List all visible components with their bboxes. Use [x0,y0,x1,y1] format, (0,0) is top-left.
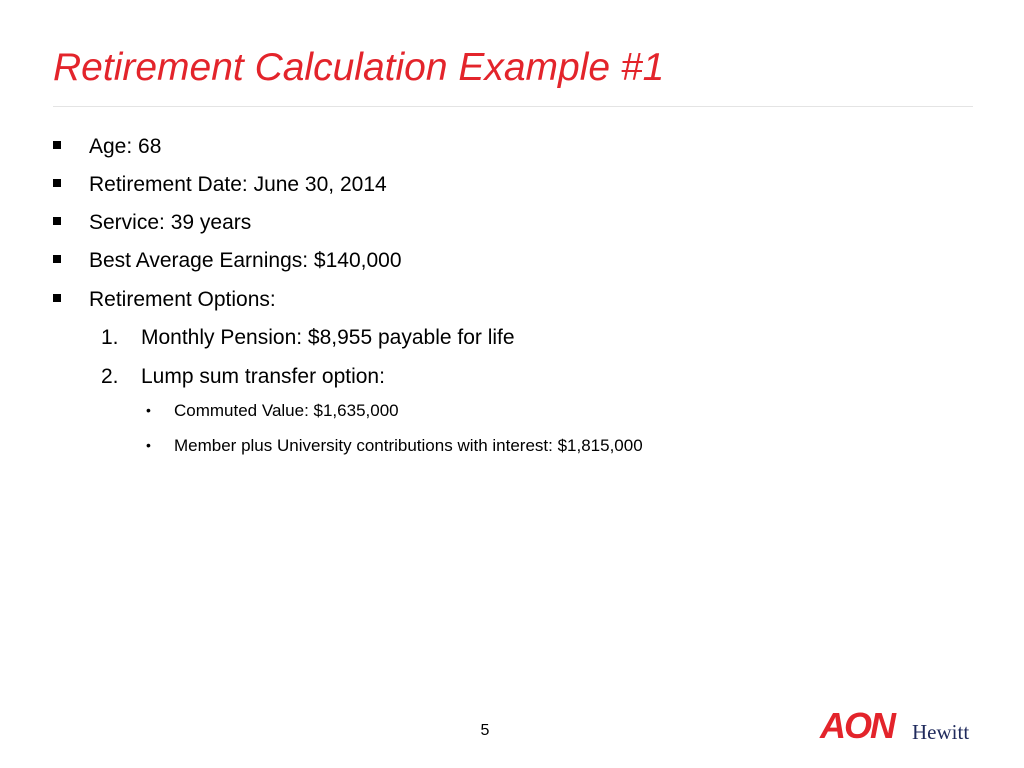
square-bullet-icon [53,179,63,189]
bullet-text: Retirement Options: [89,288,276,311]
square-bullet-icon [53,141,63,151]
square-bullet-icon [53,294,63,304]
bullet-item [89,212,251,233]
logo-aon-wordmark: AON [820,705,894,746]
detail-text: Member plus University contributions with interest: $1,815,000 [174,436,643,455]
bullet-text: Best Average Earnings: $140,000 [89,249,402,272]
option-item [101,326,515,349]
option-text: Monthly Pension: $8,955 payable for life [141,326,515,349]
round-bullet-icon: • [146,437,151,453]
detail-item [146,436,643,455]
bullet-item [89,250,402,271]
square-bullet-icon [53,255,63,265]
title-divider [53,106,973,107]
option-item [101,365,385,388]
bullet-item [89,174,387,195]
option-number: 2. [101,365,119,388]
bullet-text: Service: 39 years [89,211,252,234]
aon-hewitt-logo [820,705,980,748]
logo-hewitt-wordmark: Hewitt [912,720,970,744]
bullet-text: Age: 68 [89,135,162,158]
square-bullet-icon [53,217,63,227]
detail-text: Commuted Value: $1,635,000 [174,401,399,420]
slide-title: Retirement Calculation Example #1 [53,46,665,89]
page-number: 5 [480,722,490,739]
bullet-item [89,136,161,157]
detail-item [146,401,399,420]
option-number: 1. [101,326,119,349]
option-text: Lump sum transfer option: [141,365,385,388]
bullet-item [89,289,276,310]
bullet-text: Retirement Date: June 30, 2014 [89,173,387,196]
round-bullet-icon: • [146,402,151,418]
